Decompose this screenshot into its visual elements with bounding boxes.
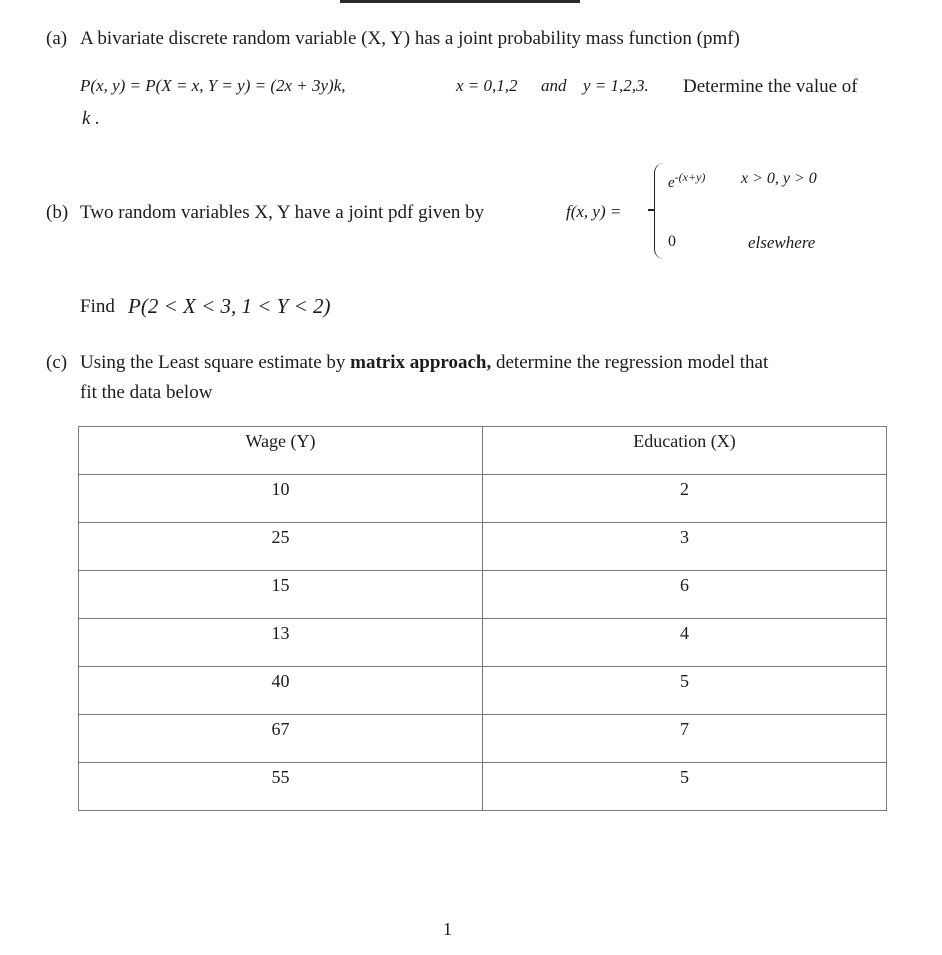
education-cell: 5 bbox=[483, 763, 887, 811]
part-a-statement: A bivariate discrete random variable (X, Y) has a joint probability mass function (pmf) bbox=[80, 28, 740, 49]
education-cell: 4 bbox=[483, 619, 887, 667]
top-rule bbox=[340, 0, 580, 3]
part-a-label: (a) bbox=[46, 28, 68, 49]
header-wage: Wage (Y) bbox=[79, 427, 483, 475]
part-a-x-domain: x = 0,1,2 bbox=[456, 76, 518, 95]
table-row bbox=[79, 475, 887, 523]
part-b-case1-condition: x > 0, y > 0 bbox=[741, 170, 817, 187]
part-a-variable-k: k . bbox=[82, 108, 100, 129]
wage-cell: 40 bbox=[79, 667, 483, 715]
wage-cell: 67 bbox=[79, 715, 483, 763]
table-row bbox=[79, 715, 887, 763]
education-cell: 3 bbox=[483, 523, 887, 571]
part-b-case2-expression: 0 bbox=[668, 233, 676, 250]
table-row bbox=[79, 667, 887, 715]
part-b-case1-expression: $e^{-(x+y)}$ bbox=[668, 170, 706, 191]
part-a-question: Determine the value of bbox=[683, 76, 858, 97]
education-cell: 7 bbox=[483, 715, 887, 763]
table-row bbox=[79, 523, 887, 571]
part-c-statement: Using the Least square estimate by matrix approach, determine the regression model that bbox=[80, 352, 769, 373]
table-row bbox=[79, 619, 887, 667]
matrix-approach-emphasis: matrix approach, bbox=[350, 352, 492, 373]
part-b-find-label: Find bbox=[80, 296, 115, 317]
part-c-statement-line2: fit the data below bbox=[80, 382, 213, 403]
wage-cell: 25 bbox=[79, 523, 483, 571]
part-b-find-expression: P(2 < X < 3, 1 < Y < 2) bbox=[128, 294, 331, 318]
table-header-row bbox=[79, 427, 887, 475]
part-b-function: f(x, y) = bbox=[566, 202, 622, 221]
part-b-case2-condition: elsewhere bbox=[748, 233, 816, 252]
part-b-label: (b) bbox=[46, 202, 69, 223]
wage-cell: 13 bbox=[79, 619, 483, 667]
wage-cell: 55 bbox=[79, 763, 483, 811]
regression-data-table bbox=[78, 426, 887, 811]
part-a-y-domain: y = 1,2,3. bbox=[583, 76, 649, 95]
wage-cell: 15 bbox=[79, 571, 483, 619]
education-cell: 5 bbox=[483, 667, 887, 715]
piecewise-brace bbox=[654, 163, 665, 259]
part-a-and: and bbox=[541, 76, 567, 95]
table-row bbox=[79, 571, 887, 619]
education-cell: 6 bbox=[483, 571, 887, 619]
wage-cell: 10 bbox=[79, 475, 483, 523]
part-a-pmf-formula: P(x, y) = P(X = x, Y = y) = (2x + 3y)k, bbox=[80, 76, 346, 95]
part-c-label: (c) bbox=[46, 352, 68, 373]
table-row bbox=[79, 763, 887, 811]
page-number: 1 bbox=[443, 919, 452, 939]
header-education: Education (X) bbox=[483, 427, 887, 475]
education-cell: 2 bbox=[483, 475, 887, 523]
part-b-statement: Two random variables X, Y have a joint pdf given by bbox=[80, 202, 485, 223]
